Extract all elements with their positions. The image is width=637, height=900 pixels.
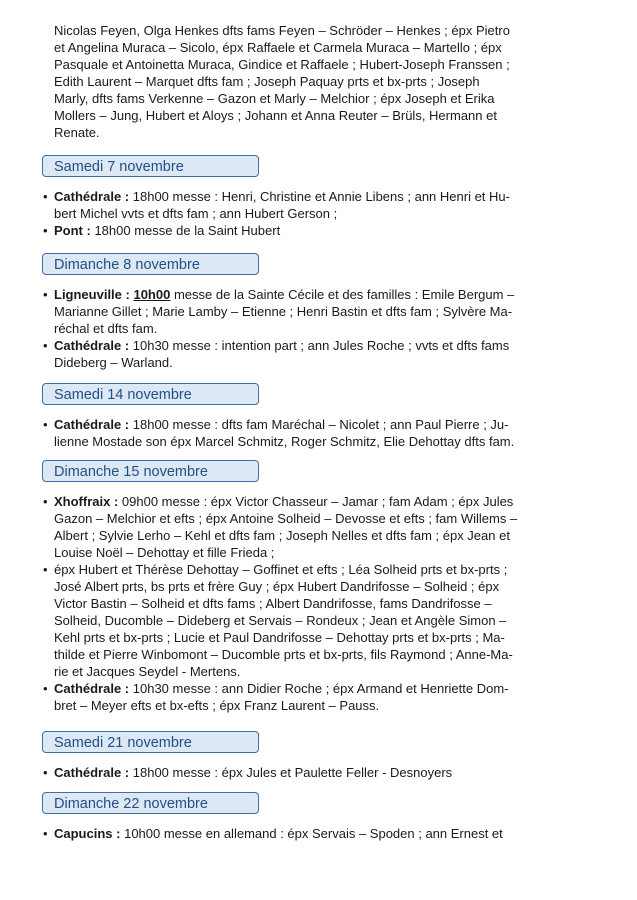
mass-entry — [42, 286, 602, 337]
mass-entry — [42, 680, 602, 714]
entry-line: Louise Noël – Dehottay et fille Frieda ; — [54, 545, 275, 560]
bullet-icon: • — [43, 223, 48, 238]
bullet-icon: • — [43, 338, 48, 353]
entry-line: Albert ; Sylvie Lerho – Kehl et dfts fam ; Joseph Nelles et dfts fam ; épx Jean et — [54, 528, 510, 543]
entry-line: 18h00 messe : épx Jules et Paulette Feller - Desnoyers — [132, 765, 453, 780]
entry-line: 10h30 messe : intention part ; ann Jules Roche ; vvts et dfts fams — [132, 338, 510, 353]
entry-line: thilde et Pierre Winbomont – Ducomble prts et bx-prts, fils Raymond ; Anne-Ma- — [54, 647, 513, 662]
entry-line: José Albert prts, bs prts et frère Guy ; épx Hubert Dandrifosse – Solheid ; épx — [54, 579, 500, 594]
intro-line: Marly, dfts fams Verkenne – Gazon et Marly – Melchior ; épx Joseph et Erika — [54, 91, 495, 106]
entry-line: Dideberg – Warland. — [54, 355, 173, 370]
entry-line: 10h00 messe en allemand : épx Servais – Spoden ; ann Ernest et — [124, 826, 503, 841]
day-entries — [42, 825, 602, 842]
bullet-icon: • — [43, 494, 48, 509]
entry-line: bert Michel vvts et dfts fam ; ann Hubert Gerson ; — [54, 206, 338, 221]
entry-line: Solheid, Ducomble – Dideberg et Servais – Rondeux ; Jean et Angèle Simon – — [54, 613, 507, 628]
entry-line: bret – Meyer efts et bx-efts ; épx Franz Laurent – Pauss. — [54, 698, 380, 713]
entry-line: Victor Bastin – Solheid et dfts fams ; Albert Dandrifosse, fams Dandrifosse – — [54, 596, 492, 611]
day-heading: Dimanche 22 novembre — [42, 792, 259, 814]
place-name: Ligneuville : — [54, 287, 130, 302]
day-heading: Samedi 21 novembre — [42, 731, 259, 753]
mass-entry — [42, 825, 602, 842]
place-name: Cathédrale : — [54, 417, 130, 432]
intro-line: Renate. — [54, 125, 100, 140]
day-heading: Samedi 14 novembre — [42, 383, 259, 405]
intro-line: Nicolas Feyen, Olga Henkes dfts fams Feyen – Schröder – Henkes ; épx Pietro — [54, 23, 510, 38]
bullet-icon: • — [43, 417, 48, 432]
bullet-icon: • — [43, 562, 48, 577]
bullet-icon: • — [43, 681, 48, 696]
entry-line: épx Hubert et Thérèse Dehottay – Goffinet et efts ; Léa Solheid prts et bx-prts ; — [54, 562, 508, 577]
entry-line: 18h00 messe de la Saint Hubert — [94, 223, 281, 238]
entry-line: 10h30 messe : ann Didier Roche ; épx Armand et Henriette Dom- — [132, 681, 509, 696]
day-entries — [42, 188, 602, 239]
place-name: Cathédrale : — [54, 765, 130, 780]
mass-entry — [42, 561, 602, 680]
mass-entry — [42, 188, 602, 222]
mass-entry — [42, 222, 602, 239]
intro-line: et Angelina Muraca – Sicolo, épx Raffaele et Carmela Muraca – Martello ; épx — [54, 40, 502, 55]
place-name: Cathédrale : — [54, 338, 130, 353]
intro-paragraph — [54, 22, 602, 141]
place-name: Pont : — [54, 223, 91, 238]
mass-entry — [42, 337, 602, 371]
entry-line: messe de la Sainte Cécile et des familles : Emile Bergum – — [173, 287, 515, 302]
intro-line: Edith Laurent – Marquet dfts fam ; Joseph Paquay prts et bx-prts ; Joseph — [54, 74, 480, 89]
entry-line: Marianne Gillet ; Marie Lamby – Etienne ; Henri Bastin et dfts fam ; Sylvère Ma- — [54, 304, 513, 319]
entry-line: Kehl prts et bx-prts ; Lucie et Paul Dandrifosse – Dehottay prts et bx-prts ; Ma- — [54, 630, 505, 645]
day-heading: Samedi 7 novembre — [42, 155, 259, 177]
entry-line: 18h00 messe : dfts fam Maréchal – Nicolet ; ann Paul Pierre ; Ju- — [132, 417, 509, 432]
entry-line: réchal et dfts fam. — [54, 321, 158, 336]
day-entries — [42, 493, 602, 714]
place-name: Cathédrale : — [54, 681, 130, 696]
day-entries — [42, 764, 602, 781]
entry-line: lienne Mostade son épx Marcel Schmitz, Roger Schmitz, Elie Dehottay dfts fam. — [54, 434, 515, 449]
entry-line: rie et Jacques Seydel - Mertens. — [54, 664, 241, 679]
day-entries — [42, 286, 602, 371]
mass-hour: 10h00 — [133, 287, 171, 302]
bullet-icon: • — [43, 765, 48, 780]
day-heading: Dimanche 8 novembre — [42, 253, 259, 275]
entry-line: Gazon – Melchior et efts ; épx Antoine Solheid – Devosse et efts ; fam Willems – — [54, 511, 518, 526]
bullet-icon: • — [43, 287, 48, 302]
day-heading: Dimanche 15 novembre — [42, 460, 259, 482]
entry-line: 09h00 messe : épx Victor Chasseur – Jamar ; fam Adam ; épx Jules — [121, 494, 514, 509]
mass-entry — [42, 764, 602, 781]
mass-entry — [42, 493, 602, 561]
intro-line: Pasquale et Antoinetta Muraca, Gindice et Raffaele ; Hubert-Joseph Franssen ; — [54, 57, 510, 72]
bullet-icon: • — [43, 189, 48, 204]
bullet-icon: • — [43, 826, 48, 841]
day-entries — [42, 416, 602, 450]
place-name: Xhoffraix : — [54, 494, 119, 509]
mass-entry — [42, 416, 602, 450]
place-name: Cathédrale : — [54, 189, 130, 204]
entry-line: 18h00 messe : Henri, Christine et Annie Libens ; ann Henri et Hu- — [132, 189, 510, 204]
place-name: Capucins : — [54, 826, 121, 841]
intro-line: Mollers – Jung, Hubert et Aloys ; Johann et Anna Reuter – Brüls, Hermann et — [54, 108, 497, 123]
